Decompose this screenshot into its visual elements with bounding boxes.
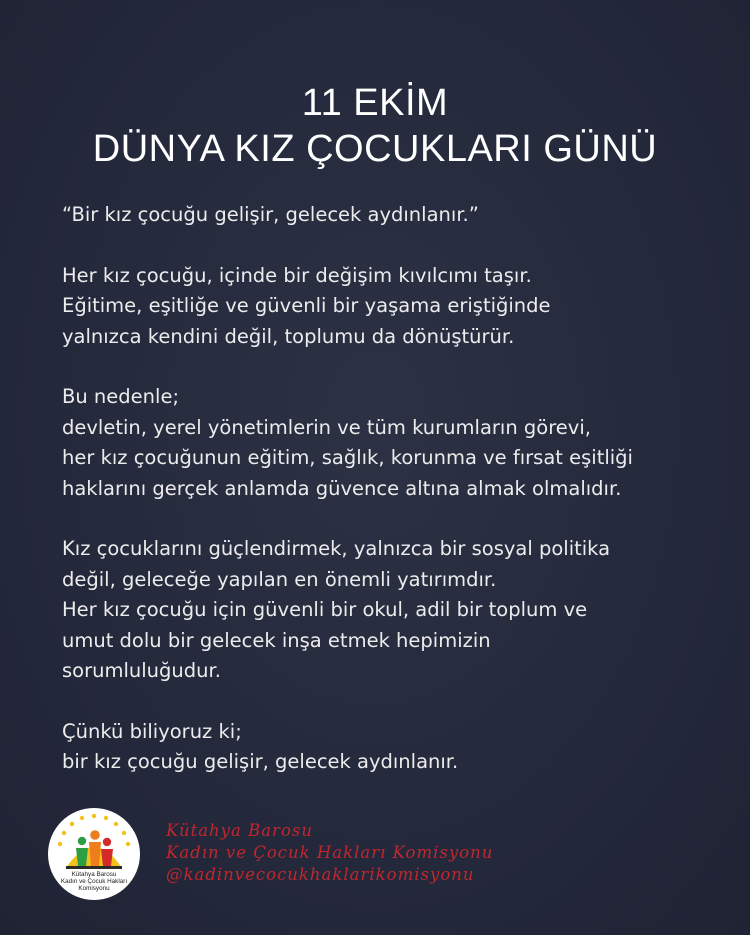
text-line: yalnızca kendini değil, toplumu da dönüştürür. — [62, 324, 515, 348]
title-event: DÜNYA KIZ ÇOCUKLARI GÜNÜ — [92, 128, 658, 170]
logo-caption-line: Kadın ve Çocuk Hakları — [60, 878, 128, 885]
message-body — [62, 200, 732, 808]
text-line: umut dolu bir gelecek inşa etmek hepimizin — [62, 628, 491, 652]
text-line: Çünkü biliyoruz ki; — [62, 719, 242, 743]
text-line: Bu nedenle; — [62, 385, 180, 408]
org-commission: Kadın ve Çocuk Hakları Komisyonu — [166, 843, 494, 862]
text-line: bir kız çocuğu gelişir, gelecek aydınlanır. — [62, 750, 459, 773]
text-line: haklarını gerçek anlamda güvence altına almak olmalıdır. — [62, 476, 622, 500]
footer — [48, 808, 708, 904]
paragraph-empower — [62, 534, 732, 687]
paragraph-duty — [62, 382, 732, 504]
paragraph-quote — [62, 200, 732, 231]
org-name: Kütahya Barosu — [166, 821, 313, 840]
logo-caption-line: Kütahya Barosu — [71, 871, 117, 878]
text-line: “Bir kız çocuğu gelişir, gelecek aydınlanır.” — [62, 203, 479, 226]
text-line: sorumluluğudur. — [62, 659, 221, 682]
text-line: Eğitime, eşitliğe ve güvenli bir yaşama eriştiğinde — [62, 294, 551, 317]
text-line: Her kız çocuğu için güvenli bir okul, adil bir toplum ve — [62, 598, 588, 621]
commission-logo — [48, 808, 140, 900]
text-line: her kız çocuğunun eğitim, sağlık, korunma ve fırsat eşitliği — [62, 446, 633, 469]
page-title — [0, 80, 750, 172]
paragraph-spark — [62, 261, 732, 353]
org-handle: @kadinvecocukhaklarikomisyonu — [166, 865, 475, 884]
text-line: değil, geleceğe yapılan en önemli yatırımdır. — [62, 567, 497, 591]
text-line: Kız çocuklarını güçlendirmek, yalnızca bir sosyal politika — [62, 537, 611, 560]
text-line: devletin, yerel yönetimlerin ve tüm kurumların görevi, — [62, 415, 591, 439]
title-date: 11 EKİM — [301, 82, 449, 124]
text-line: Her kız çocuğu, içinde bir değişim kıvılcımı taşır. — [62, 263, 532, 287]
organization-signature — [166, 820, 493, 886]
logo-caption-line: Komisyonu — [78, 885, 110, 892]
paragraph-closing — [62, 717, 732, 778]
